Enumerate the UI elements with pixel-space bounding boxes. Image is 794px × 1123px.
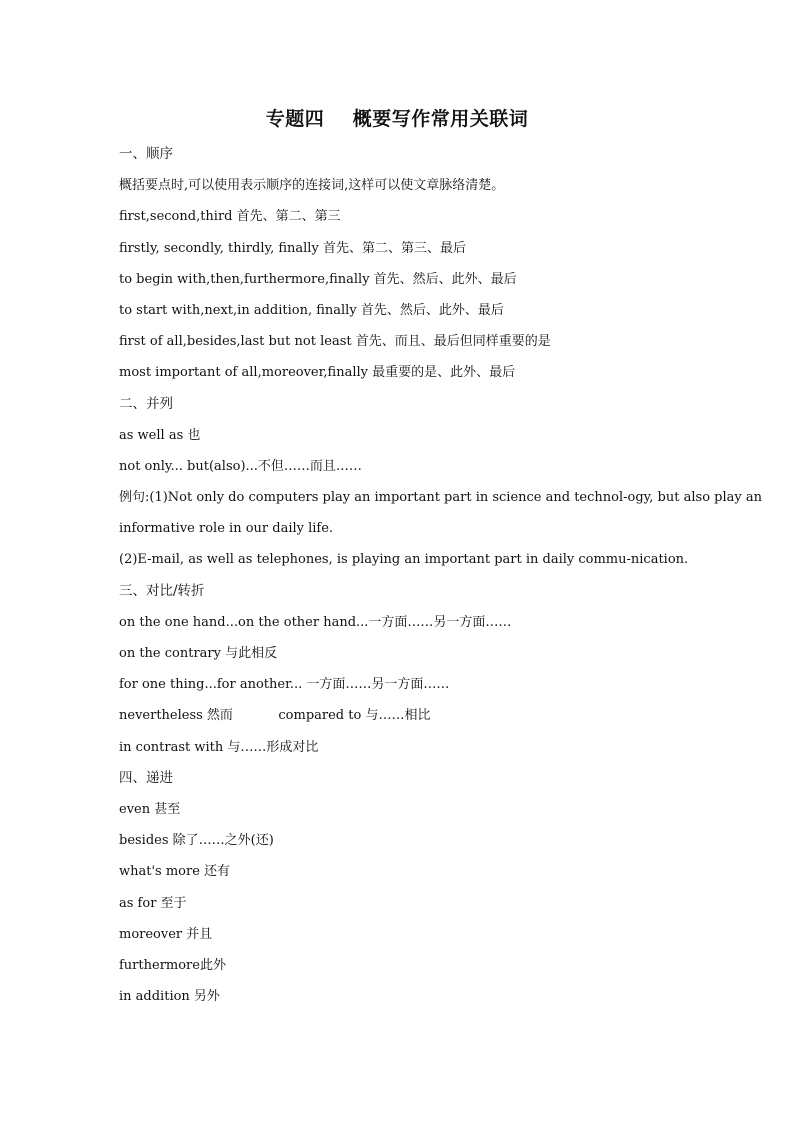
- text-line: nevertheless 然而 compared to 与……相比: [119, 708, 431, 724]
- text-line: in addition 另外: [119, 989, 220, 1005]
- text-line: to start with,next,in addition, finally 首先、然后、此外、最后: [119, 302, 504, 318]
- text-line: furthermore此外: [119, 957, 226, 973]
- text-line: as well as 也: [119, 427, 201, 443]
- section-heading-parallel: 二、并列: [119, 395, 173, 412]
- text-line: even 甚至: [119, 801, 181, 817]
- text-line: 概括要点时,可以使用表示顺序的连接词,这样可以使文章脉络清楚。: [119, 178, 505, 194]
- text-line: as for 至于: [119, 895, 187, 911]
- text-line: on the contrary 与此相反: [119, 646, 278, 661]
- text-line: on the one hand...on the other hand...一方面……另一方面……: [119, 614, 512, 630]
- text-line: moreover 并且: [119, 926, 213, 942]
- content-lines: [119, 139, 762, 1012]
- text-line: besides 除了……之外(还): [119, 833, 274, 849]
- text-line: first,second,third 首先、第二、第三: [119, 209, 341, 225]
- text-line: what's more 还有: [119, 864, 231, 880]
- text-line: in contrast with 与……形成对比: [119, 739, 319, 755]
- text-line: firstly, secondly, thirdly, finally 首先、第二、第三、最后: [119, 240, 466, 256]
- section-heading-progression: 四、递进: [119, 769, 173, 786]
- text-line: first of all,besides,last but not least 首先、而且、最后但同样重要的是: [119, 334, 551, 350]
- example-line: informative role in our daily life.: [119, 521, 334, 537]
- text-line: to begin with,then,furthermore,finally 首先、然后、此外、最后: [119, 271, 517, 287]
- section-heading-contrast: 三、对比/转折: [119, 582, 205, 599]
- section-heading-sequence: 一、顺序: [119, 146, 173, 162]
- text-line: for one thing...for another... 一方面……另一方面……: [119, 677, 450, 693]
- example-line: 例句:(1)Not only do computers play an important part in science and technol-ogy, but also play an: [119, 490, 762, 506]
- text-line: not only... but(also)...不但……而且……: [119, 458, 362, 474]
- page-title: 专题四 概要写作常用关联词: [265, 108, 529, 130]
- example-line: (2)E-mail, as well as telephones, is playing an important part in daily commu-nication.: [119, 552, 689, 568]
- text-line: most important of all,moreover,finally 最重要的是、此外、最后: [119, 365, 516, 381]
